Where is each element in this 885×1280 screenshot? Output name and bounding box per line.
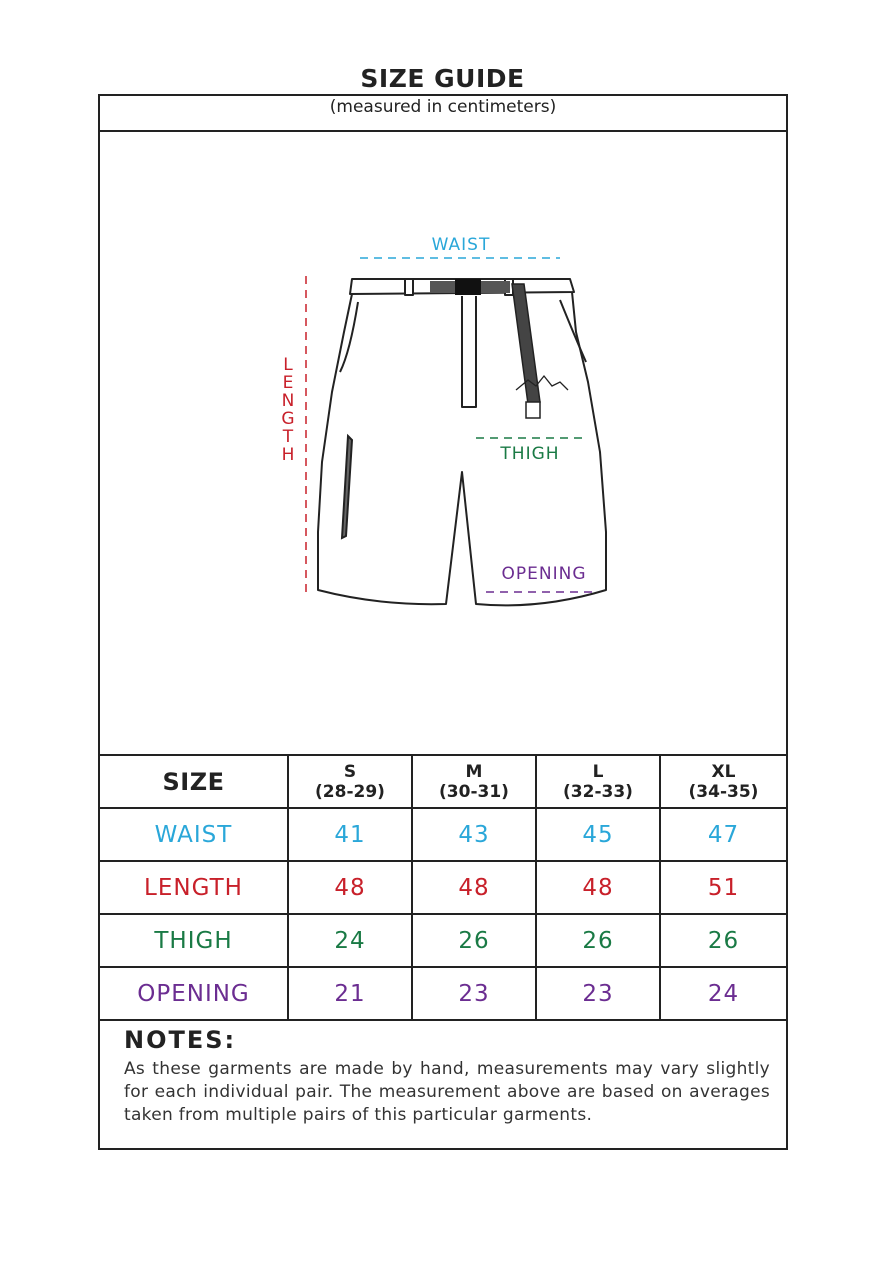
table-cell: 48	[536, 861, 660, 914]
waist-label: WAIST	[431, 235, 491, 255]
length-label: L E N G T H	[281, 355, 295, 465]
size-table	[100, 754, 786, 1021]
belt-buckle-icon	[455, 279, 481, 295]
table-cell: 23	[412, 967, 536, 1020]
table-cell: 26	[412, 914, 536, 967]
page-subtitle: (measured in centimeters)	[100, 96, 786, 132]
size-col-m: M (30-31)	[412, 755, 536, 808]
table-row-opening	[100, 967, 786, 1020]
notes-section	[124, 1026, 770, 1127]
size-col-xl: XL (34-35)	[660, 755, 786, 808]
table-cell: 24	[288, 914, 412, 967]
table-cell: 51	[660, 861, 786, 914]
size-header-row	[100, 755, 786, 808]
shorts-diagram	[100, 132, 786, 754]
table-row-waist	[100, 808, 786, 861]
thigh-label: THIGH	[500, 444, 560, 464]
table-cell: 47	[660, 808, 786, 861]
size-col-l: L (32-33)	[536, 755, 660, 808]
table-cell: 26	[536, 914, 660, 967]
row-label: OPENING	[100, 967, 288, 1020]
notes-body: As these garments are made by hand, measurements may vary slightly for each individual pair. The measurement above are based on averages taken from multiple pairs of this particular garments.	[124, 1059, 770, 1125]
size-guide-frame	[98, 94, 788, 1150]
notes-title: NOTES:	[124, 1026, 237, 1054]
zipper-pocket-icon	[342, 436, 352, 538]
table-cell: 48	[288, 861, 412, 914]
table-cell: 23	[536, 967, 660, 1020]
size-header: SIZE	[100, 755, 288, 808]
row-label: THIGH	[100, 914, 288, 967]
table-row-thigh	[100, 914, 786, 967]
page-title: SIZE GUIDE	[360, 64, 525, 93]
opening-label: OPENING	[501, 564, 587, 584]
shorts-outline-icon	[318, 279, 606, 605]
table-cell: 26	[660, 914, 786, 967]
table-cell: 48	[412, 861, 536, 914]
size-col-s: S (28-29)	[288, 755, 412, 808]
row-label: WAIST	[100, 808, 288, 861]
table-cell: 43	[412, 808, 536, 861]
table-cell: 24	[660, 967, 786, 1020]
table-row-length	[100, 861, 786, 914]
table-cell: 21	[288, 967, 412, 1020]
table-cell: 45	[536, 808, 660, 861]
table-cell: 41	[288, 808, 412, 861]
row-label: LENGTH	[100, 861, 288, 914]
